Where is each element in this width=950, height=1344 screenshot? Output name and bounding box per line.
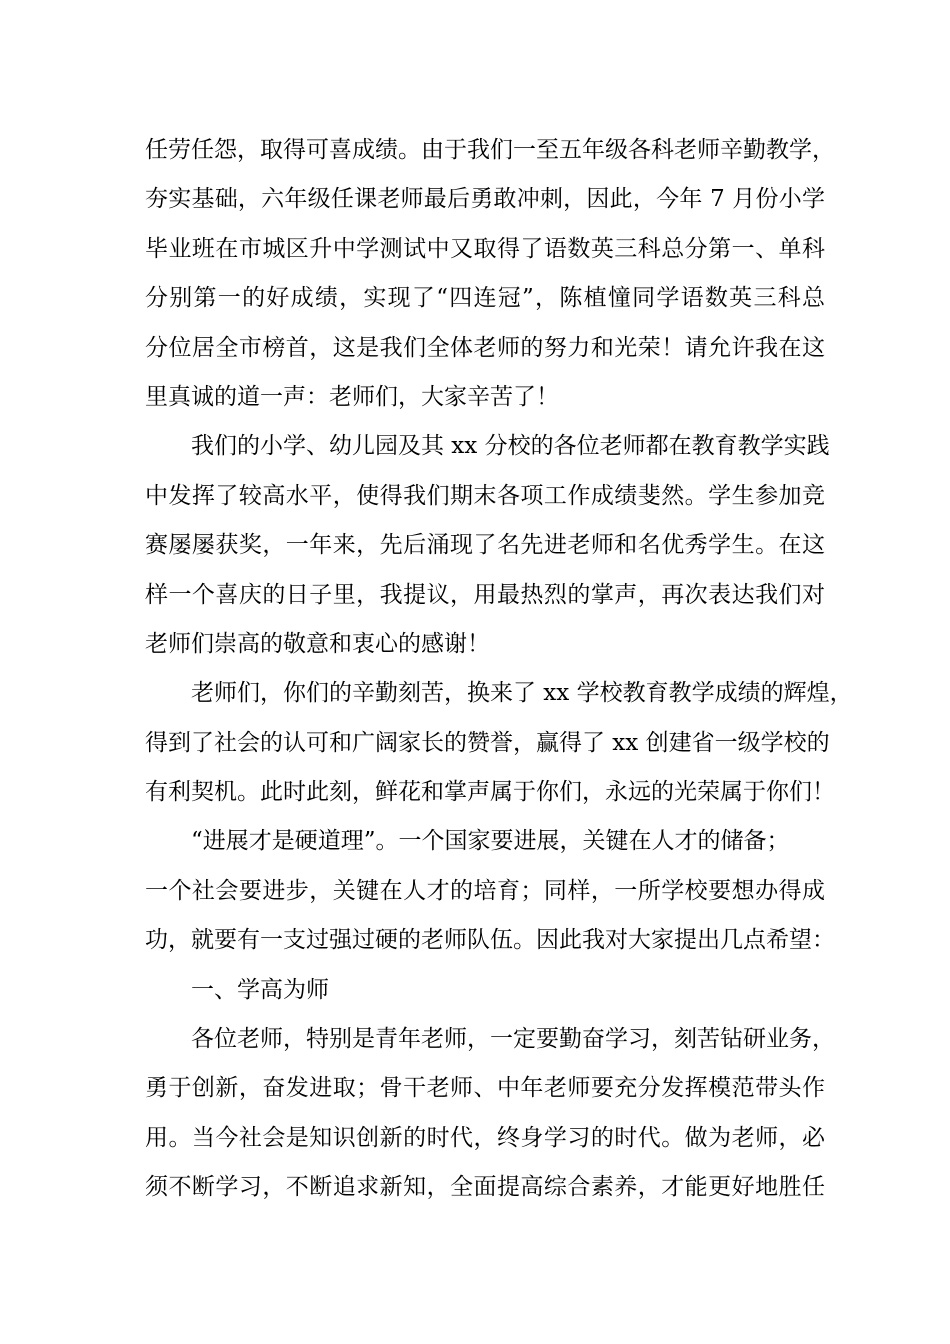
text-line: 有利契机。此时此刻，鲜花和掌声属于你们，永远的光荣属于你们！: [145, 779, 835, 806]
text-line: 勇于创新，奋发进取；骨干老师、中年老师要充分发挥模范带头作: [145, 1075, 825, 1102]
text-line: 一个社会要进步，关键在人才的培育；同样，一所学校要想办得成: [145, 877, 825, 904]
text-line: “进展才是硬道理”。一个国家要进展，关键在人才的储备；: [191, 828, 790, 855]
text-line: 一、学高为师: [191, 976, 329, 1003]
text-line: 功，就要有一支过强过硬的老师队伍。因此我对大家提出几点希望：: [145, 927, 835, 954]
text-line: 任劳任怨，取得可喜成绩。由于我们一至五年级各科老师辛勤教学，: [145, 137, 835, 163]
text-line: 分位居全市榜首，这是我们全体老师的努力和光荣！请允许我在这: [145, 334, 825, 361]
text-line: 赛屡屡获奖，一年来，先后涌现了名先进老师和名优秀学生。在这: [145, 532, 825, 559]
text-line: 里真诚的道一声：老师们，大家辛苦了！: [145, 383, 559, 410]
text-line: 须不断学习，不断追求新知，全面提高综合素养，才能更好地胜任: [145, 1174, 825, 1201]
text-line: 毕业班在市城区升中学测试中又取得了语数英三科总分第一、单科: [145, 235, 825, 262]
text-line: 得到了社会的认可和广阔家长的赞誉，赢得了 xx 创建省一级学校的: [145, 729, 830, 756]
text-line: 中发挥了较高水平，使得我们期末各项工作成绩斐然。学生参加竞: [145, 482, 825, 509]
text-line: 各位老师，特别是青年老师，一定要勤奋学习，刻苦钻研业务，: [191, 1026, 835, 1053]
text-line: 老师们崇高的敬意和衷心的感谢！: [145, 630, 490, 657]
text-line: 老师们，你们的辛勤刻苦，换来了 xx 学校教育教学成绩的辉煌，: [191, 680, 853, 707]
text-line: 我们的小学、幼儿园及其 xx 分校的各位老师都在教育教学实践: [191, 433, 830, 460]
text-line: 样一个喜庆的日子里，我提议，用最热烈的掌声，再次表达我们对: [145, 581, 825, 608]
text-line: 夯实基础，六年级任课老师最后勇敢冲刺，因此，今年 7 月份小学: [145, 186, 825, 213]
text-line: 分别第一的好成绩，实现了“四连冠”，陈植憧同学语数英三科总: [145, 285, 825, 312]
document-body: [145, 126, 853, 1213]
text-line: 用。当今社会是知识创新的时代，终身学习的时代。做为老师，必: [145, 1124, 825, 1151]
